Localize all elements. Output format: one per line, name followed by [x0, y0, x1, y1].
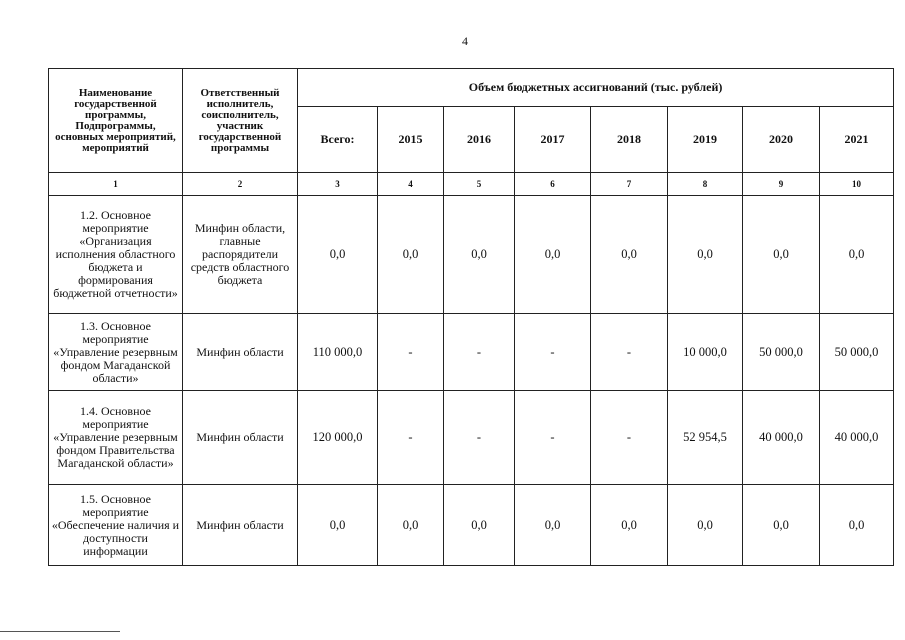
row-value: 0,0 [378, 485, 444, 566]
row-name: 1.2. Основное мероприятие «Организация исполнения областного бюджета и формирования бюджетной отчетности» [49, 196, 183, 314]
row-value: 0,0 [668, 196, 743, 314]
column-number: 10 [820, 173, 894, 196]
row-value: - [444, 314, 515, 391]
column-number: 3 [298, 173, 378, 196]
column-number: 2 [183, 173, 298, 196]
column-number: 7 [591, 173, 668, 196]
row-executor: Минфин области, главные распорядители средств областного бюджета [183, 196, 298, 314]
row-value: 0,0 [515, 485, 591, 566]
header-executor-column: Ответственный исполнитель, соисполнитель, участник государственной программы [183, 69, 298, 173]
row-value: - [515, 314, 591, 391]
row-value: 50 000,0 [820, 314, 894, 391]
column-number: 8 [668, 173, 743, 196]
row-value: 0,0 [444, 485, 515, 566]
row-value: 0,0 [378, 196, 444, 314]
row-value: 0,0 [668, 485, 743, 566]
row-value: 10 000,0 [668, 314, 743, 391]
header-name-column: Наименование государственной программы, Подпрограммы, основных мероприятий, мероприятий [49, 69, 183, 173]
row-value: 0,0 [298, 196, 378, 314]
table-row [49, 485, 894, 566]
header-row-top [49, 69, 894, 107]
header-year: 2020 [743, 107, 820, 173]
row-value: - [591, 314, 668, 391]
table-row [49, 314, 894, 391]
row-value: 0,0 [298, 485, 378, 566]
row-value: 0,0 [743, 485, 820, 566]
row-value: 0,0 [820, 196, 894, 314]
row-value: 0,0 [820, 485, 894, 566]
row-value: 52 954,5 [668, 391, 743, 485]
header-budget-group: Объем бюджетных ассигнований (тыс. рублей) [298, 69, 894, 107]
budget-allocation-table [48, 68, 894, 566]
row-value: - [378, 314, 444, 391]
header-year: 2021 [820, 107, 894, 173]
header-year: 2018 [591, 107, 668, 173]
row-name: 1.4. Основное мероприятие «Управление резервным фондом Правительства Магаданской области» [49, 391, 183, 485]
row-value: 110 000,0 [298, 314, 378, 391]
row-name: 1.3. Основное мероприятие «Управление резервным фондом Магаданской области» [49, 314, 183, 391]
column-number: 4 [378, 173, 444, 196]
row-value: - [515, 391, 591, 485]
row-value: - [444, 391, 515, 485]
table-row [49, 391, 894, 485]
column-number: 1 [49, 173, 183, 196]
row-value: 120 000,0 [298, 391, 378, 485]
row-value: 0,0 [591, 196, 668, 314]
row-value: - [591, 391, 668, 485]
row-value: - [378, 391, 444, 485]
scan-edge-line [0, 631, 120, 632]
page-number: 4 [462, 34, 468, 48]
row-value: 0,0 [444, 196, 515, 314]
row-value: 0,0 [591, 485, 668, 566]
row-value: 0,0 [515, 196, 591, 314]
column-number: 9 [743, 173, 820, 196]
header-year: 2015 [378, 107, 444, 173]
header-year: 2019 [668, 107, 743, 173]
header-year: 2016 [444, 107, 515, 173]
row-value: 40 000,0 [820, 391, 894, 485]
row-executor: Минфин области [183, 485, 298, 566]
column-number: 5 [444, 173, 515, 196]
row-value: 50 000,0 [743, 314, 820, 391]
column-number-row [49, 173, 894, 196]
row-executor: Минфин области [183, 391, 298, 485]
table-row [49, 196, 894, 314]
column-number: 6 [515, 173, 591, 196]
row-executor: Минфин области [183, 314, 298, 391]
row-value: 0,0 [743, 196, 820, 314]
row-value: 40 000,0 [743, 391, 820, 485]
row-name: 1.5. Основное мероприятие «Обеспечение наличия и доступности информации [49, 485, 183, 566]
header-year: 2017 [515, 107, 591, 173]
header-total: Всего: [298, 107, 378, 173]
